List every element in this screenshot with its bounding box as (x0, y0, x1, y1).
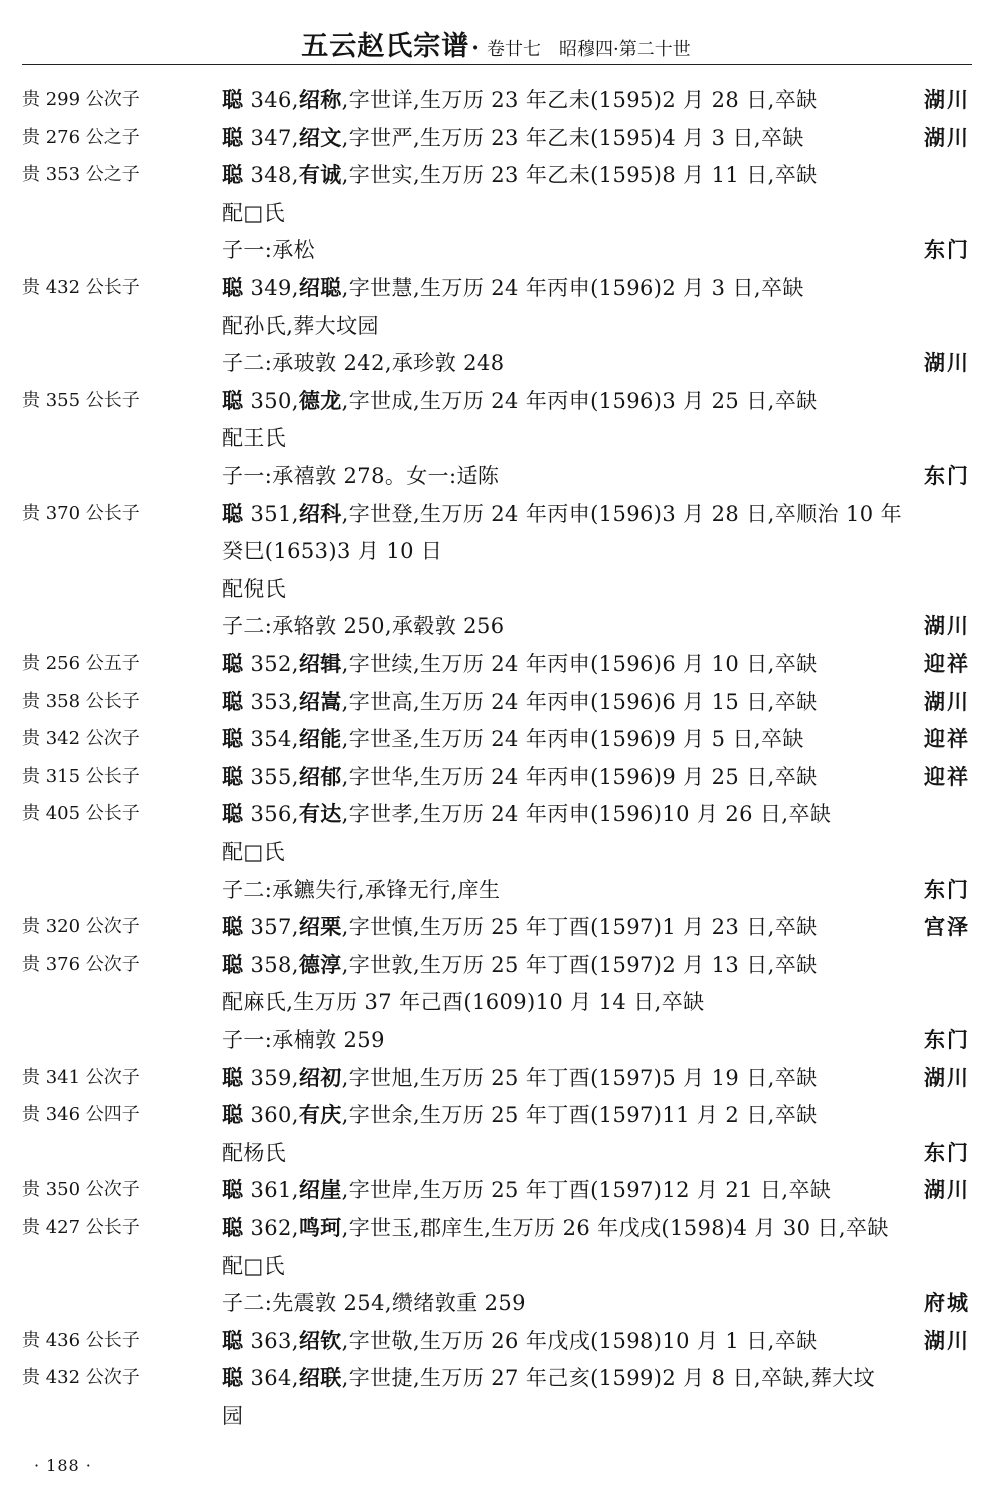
entry-continuation-row (0, 1022, 992, 1058)
volume-subtitle: 卷廿七 昭穆四·第二十世 (486, 39, 691, 60)
residence-region: 湖川 (924, 124, 970, 150)
entry-details: ,字世孝,生万历 24 年丙申(1596)10 月 26 日,卒缺 (341, 802, 832, 827)
entry-continuation-row (0, 1285, 992, 1321)
generation-char: 聪 (222, 801, 244, 827)
entry-text: 聪 352,绍辑,字世续,生万历 24 年丙申(1596)6 月 10 日,卒缺 (222, 651, 818, 676)
entry-text (222, 1248, 285, 1284)
entry-text: 聪 348,有诚,字世实,生万历 23 年乙未(1595)8 月 11 日,卒缺 (222, 162, 818, 188)
entry-row (0, 120, 992, 156)
entry-continuation-row (0, 834, 992, 870)
parent-reference: 贵 355 公长子 (22, 389, 140, 411)
entry-text: 聪 350,德龙,字世成,生万历 24 年丙申(1596)3 月 25 日,卒缺 (222, 387, 818, 413)
entry-row (0, 1323, 992, 1359)
person-name: 绍聪 (298, 275, 342, 300)
entry-text (222, 1022, 385, 1058)
generation-char: 聪 (222, 1177, 244, 1203)
entry-continuation-row (0, 345, 992, 381)
generation-char: 聪 (222, 1327, 244, 1353)
entry-row (0, 270, 992, 306)
entry-row (0, 909, 992, 945)
page-number: · 188 · (34, 1456, 92, 1475)
entry-row (0, 684, 992, 720)
person-name: 绍联 (298, 1365, 342, 1391)
residence-region: 府城 (924, 1290, 970, 1316)
entry-row (0, 1097, 992, 1133)
entry-continuation-row (0, 232, 992, 268)
entry-continuation-row (0, 872, 992, 908)
generation-char: 聪 (222, 951, 244, 977)
entry-number: 350 (250, 388, 292, 413)
person-name: 有诚 (298, 162, 342, 188)
parent-reference: 贵 299 公次子 (22, 89, 140, 110)
entry-details: ,字世旭,生万历 25 年丁酉(1597)5 月 19 日,卒缺 (341, 1065, 818, 1090)
parent-reference: 贵 342 公次子 (22, 728, 140, 750)
residence-region: 湖川 (924, 1064, 970, 1090)
parent-reference: 贵 432 公次子 (22, 1367, 140, 1389)
residence-region: 东门 (924, 463, 970, 488)
entry-number: 353 (250, 689, 292, 714)
entry-line-text: 子二:承鑣失行,承锋无行,庠生 (222, 877, 501, 902)
entry-details: ,字世岸,生万历 25 年丁酉(1597)12 月 21 日,卒缺 (341, 1178, 832, 1203)
residence-region: 迎祥 (924, 726, 970, 752)
person-name: 绍称 (298, 87, 342, 112)
entry-details: ,字世玉,郡庠生,生万历 26 年戊戌(1598)4 月 30 日,卒缺 (341, 1216, 889, 1240)
parent-reference: 贵 353 公之子 (22, 164, 140, 186)
entry-text: 聪 354,绍能,字世圣,生万历 24 年丙申(1596)9 月 5 日,卒缺 (222, 726, 804, 752)
entry-text (222, 458, 499, 494)
entry-line-text: 子二:承玻敦 242,承珍敦 248 (222, 351, 505, 376)
person-name: 绍郁 (298, 763, 342, 789)
entry-number: 359 (250, 1065, 292, 1090)
entry-text: 聪 349,绍聪,字世慧,生万历 24 年丙申(1596)2 月 3 日,卒缺 (222, 275, 804, 300)
entry-details: ,字世慧,生万历 24 年丙申(1596)2 月 3 日,卒缺 (341, 276, 804, 300)
entry-text: 聪 363,绍钦,字世敬,生万历 26 年戊戌(1598)10 月 1 日,卒缺 (222, 1327, 818, 1353)
entry-text: 聪 360,有庆,字世余,生万历 25 年丁酉(1597)11 月 2 日,卒缺 (222, 1102, 818, 1128)
entry-details: ,字世华,生万历 24 年丙申(1596)9 月 25 日,卒缺 (341, 764, 818, 789)
entry-number: 355 (250, 764, 292, 789)
generation-char: 聪 (222, 1102, 244, 1128)
entry-line-text: 子二:先震敦 254,缵绪敦重 259 (222, 1291, 526, 1316)
entry-number: 360 (250, 1103, 292, 1128)
parent-reference: 贵 432 公长子 (22, 277, 140, 298)
entry-line-text: 配杨氏 (222, 1140, 287, 1165)
entry-text (222, 308, 379, 344)
entry-text (222, 834, 285, 870)
entry-text: 聪 364,绍联,字世捷,生万历 27 年己亥(1599)2 月 8 日,卒缺,葬大坟 (222, 1365, 876, 1391)
entry-continuation-row (0, 533, 992, 569)
entry-details: ,字世详,生万历 23 年乙未(1595)2 月 28 日,卒缺 (341, 88, 818, 112)
entry-row (0, 1360, 992, 1396)
entry-text: 聪 362,鸣珂,字世玉,郡庠生,生万历 26 年戊戌(1598)4 月 30 日,卒缺 (222, 1215, 889, 1240)
entry-continuation-row (0, 308, 992, 344)
entry-details: ,字世圣,生万历 24 年丙申(1596)9 月 5 日,卒缺 (341, 727, 804, 752)
residence-region: 湖川 (924, 350, 970, 376)
entry-details: ,字世实,生万历 23 年乙未(1595)8 月 11 日,卒缺 (341, 163, 818, 188)
entry-number: 351 (250, 501, 292, 526)
parent-reference: 贵 376 公次子 (22, 953, 140, 975)
generation-char: 聪 (222, 726, 244, 752)
entry-continuation-row (0, 1398, 992, 1434)
generation-char: 聪 (222, 87, 244, 112)
entry-number: 361 (250, 1178, 292, 1203)
entry-text (222, 1135, 286, 1171)
entry-line-text: 配孙氏,葬大坟园 (222, 313, 379, 338)
generation-char: 聪 (222, 124, 244, 150)
entry-details: ,字世敬,生万历 26 年戊戌(1598)10 月 1 日,卒缺 (341, 1328, 818, 1353)
entry-text (222, 232, 315, 268)
person-name: 绍钦 (298, 1327, 342, 1353)
entry-line-text: 配麻氏,生万历 37 年己酉(1609)10 月 14 日,卒缺 (222, 990, 705, 1015)
entry-line-text: 配王氏 (222, 426, 287, 451)
entry-continuation-row (0, 984, 992, 1020)
entry-text (222, 533, 442, 569)
parent-reference: 贵 358 公长子 (22, 690, 140, 712)
entry-details: ,字世成,生万历 24 年丙申(1596)3 月 25 日,卒缺 (341, 388, 818, 413)
entry-line-text: 子一:承禧敦 278。女一:适陈 (222, 464, 500, 488)
residence-region: 湖川 (924, 1327, 970, 1353)
residence-region: 东门 (924, 237, 970, 263)
person-name: 绍科 (298, 500, 342, 526)
parent-reference: 贵 405 公长子 (22, 803, 140, 825)
generation-char: 聪 (222, 914, 244, 940)
person-name: 德龙 (298, 387, 342, 413)
entry-text: 聪 346,绍称,字世详,生万历 23 年乙未(1595)2 月 28 日,卒缺 (222, 87, 818, 112)
entry-row (0, 1210, 992, 1246)
generation-char: 聪 (222, 763, 244, 789)
person-name: 有庆 (298, 1102, 342, 1128)
entry-text (222, 420, 286, 456)
entry-line-text: 子二:承辂敦 250,承毂敦 256 (222, 614, 505, 639)
entry-row (0, 496, 992, 532)
entry-details: ,字世敦,生万历 25 年丁酉(1597)2 月 13 日,卒缺 (341, 952, 818, 977)
entry-text (222, 1398, 243, 1434)
entry-number: 358 (250, 952, 292, 977)
entry-text: 聪 356,有达,字世孝,生万历 24 年丙申(1596)10 月 26 日,卒缺 (222, 801, 832, 827)
generation-char: 聪 (222, 387, 244, 413)
generation-char: 聪 (222, 688, 244, 714)
entry-text (222, 195, 285, 231)
entry-details: ,字世高,生万历 24 年丙申(1596)6 月 15 日,卒缺 (341, 689, 818, 714)
person-name: 绍辑 (298, 651, 342, 676)
entry-text: 聪 359,绍初,字世旭,生万历 25 年丁酉(1597)5 月 19 日,卒缺 (222, 1064, 818, 1090)
generation-char: 聪 (222, 162, 244, 188)
entry-number: 357 (250, 915, 292, 940)
entry-text (222, 608, 504, 644)
entry-text: 聪 351,绍科,字世登,生万历 24 年丙申(1596)3 月 28 日,卒顺治 10 年 (222, 500, 902, 526)
person-name: 德淳 (298, 951, 342, 977)
entry-line-text: 子一:承楠敦 259 (222, 1028, 385, 1052)
generation-char: 聪 (222, 500, 244, 526)
residence-region: 东门 (924, 1139, 970, 1165)
residence-region: 宫泽 (924, 914, 970, 940)
parent-reference: 贵 341 公次子 (22, 1066, 140, 1088)
entry-number: 362 (250, 1216, 292, 1240)
header-rule (22, 64, 972, 65)
entry-row (0, 646, 992, 682)
residence-region: 东门 (924, 876, 970, 902)
entry-row (0, 947, 992, 983)
entry-number: 348 (250, 163, 292, 188)
parent-reference: 贵 346 公四子 (22, 1104, 140, 1126)
page-header (0, 24, 992, 64)
parent-reference: 贵 436 公长子 (22, 1329, 140, 1351)
generation-char: 聪 (222, 1365, 244, 1391)
entry-text: 聪 358,德淳,字世敦,生万历 25 年丁酉(1597)2 月 13 日,卒缺 (222, 951, 818, 977)
entry-text: 聪 355,绍郁,字世华,生万历 24 年丙申(1596)9 月 25 日,卒缺 (222, 763, 818, 789)
entry-line-text: 子一:承松 (222, 238, 316, 263)
title-separator: · (471, 35, 479, 61)
generation-char: 聪 (222, 1064, 244, 1090)
person-name: 绍栗 (298, 914, 342, 940)
entry-text (222, 872, 500, 908)
entry-line-text: 配□氏 (222, 840, 286, 864)
residence-region: 东门 (924, 1027, 970, 1052)
entry-continuation-row (0, 458, 992, 494)
entry-row (0, 157, 992, 193)
entry-line-text: 园 (222, 1404, 244, 1428)
entry-number: 352 (250, 652, 292, 676)
entry-text (222, 1285, 526, 1321)
entry-text: 聪 347,绍文,字世严,生万历 23 年乙未(1595)4 月 3 日,卒缺 (222, 124, 804, 150)
residence-region: 迎祥 (924, 651, 970, 676)
entry-line-text: 癸巳(1653)3 月 10 日 (222, 539, 443, 564)
book-title: 五云赵氏宗谱 (301, 31, 470, 62)
entry-line-text: 配□氏 (222, 200, 286, 225)
entry-row (0, 796, 992, 832)
entry-number: 356 (250, 802, 292, 827)
entry-continuation-row (0, 1248, 992, 1284)
entry-row (0, 1060, 992, 1096)
entry-number: 347 (250, 125, 292, 150)
entry-text: 聪 357,绍栗,字世慎,生万历 25 年丁酉(1597)1 月 23 日,卒缺 (222, 914, 818, 940)
residence-region: 湖川 (924, 1177, 970, 1203)
person-name: 绍嵩 (298, 688, 342, 714)
generation-char: 聪 (222, 1215, 244, 1240)
parent-reference: 贵 315 公长子 (22, 765, 140, 787)
entry-continuation-row (0, 195, 992, 231)
entry-continuation-row (0, 420, 992, 456)
entry-row (0, 721, 992, 757)
person-name: 绍崖 (298, 1177, 342, 1203)
entry-number: 354 (250, 727, 292, 752)
entry-continuation-row (0, 1135, 992, 1171)
person-name: 鸣珂 (298, 1215, 342, 1240)
entry-number: 346 (250, 88, 292, 112)
residence-region: 湖川 (924, 613, 970, 639)
entry-row (0, 82, 992, 118)
parent-reference: 贵 320 公次子 (22, 916, 140, 938)
entry-text: 聪 361,绍崖,字世岸,生万历 25 年丁酉(1597)12 月 21 日,卒缺 (222, 1177, 832, 1203)
residence-region: 迎祥 (924, 763, 970, 789)
residence-region: 湖川 (924, 87, 970, 112)
entry-number: 349 (250, 276, 292, 300)
person-name: 有达 (298, 801, 342, 827)
entry-number: 363 (250, 1328, 292, 1353)
person-name: 绍文 (298, 124, 342, 150)
entry-details: ,字世余,生万历 25 年丁酉(1597)11 月 2 日,卒缺 (341, 1103, 818, 1128)
entry-details: ,字世续,生万历 24 年丙申(1596)6 月 10 日,卒缺 (341, 652, 818, 676)
entry-row (0, 383, 992, 419)
parent-reference: 贵 350 公次子 (22, 1179, 140, 1201)
entry-text: 聪 353,绍嵩,字世高,生万历 24 年丙申(1596)6 月 15 日,卒缺 (222, 688, 818, 714)
entry-continuation-row (0, 571, 992, 607)
entry-row (0, 759, 992, 795)
parent-reference: 贵 276 公之子 (22, 126, 140, 148)
entry-details: ,字世登,生万历 24 年丙申(1596)3 月 28 日,卒顺治 10 年 (341, 501, 902, 526)
entry-details: ,字世慎,生万历 25 年丁酉(1597)1 月 23 日,卒缺 (341, 915, 818, 940)
entry-details: ,字世捷,生万历 27 年己亥(1599)2 月 8 日,卒缺,葬大坟 (341, 1366, 876, 1391)
generation-char: 聪 (222, 275, 244, 300)
person-name: 绍能 (298, 726, 342, 752)
entry-row (0, 1172, 992, 1208)
entry-text (222, 984, 705, 1020)
parent-reference: 贵 370 公长子 (22, 502, 140, 524)
entry-number: 364 (250, 1366, 292, 1391)
residence-region: 湖川 (924, 688, 970, 714)
person-name: 绍初 (298, 1064, 342, 1090)
entry-continuation-row (0, 608, 992, 644)
parent-reference: 贵 256 公五子 (22, 653, 140, 674)
generation-char: 聪 (222, 651, 244, 676)
parent-reference: 贵 427 公长子 (22, 1217, 140, 1238)
entry-line-text: 配倪氏 (222, 576, 287, 601)
entry-details: ,字世严,生万历 23 年乙未(1595)4 月 3 日,卒缺 (341, 125, 804, 150)
entry-line-text: 配□氏 (222, 1253, 286, 1278)
entry-text (222, 345, 504, 381)
entry-text (222, 571, 286, 607)
